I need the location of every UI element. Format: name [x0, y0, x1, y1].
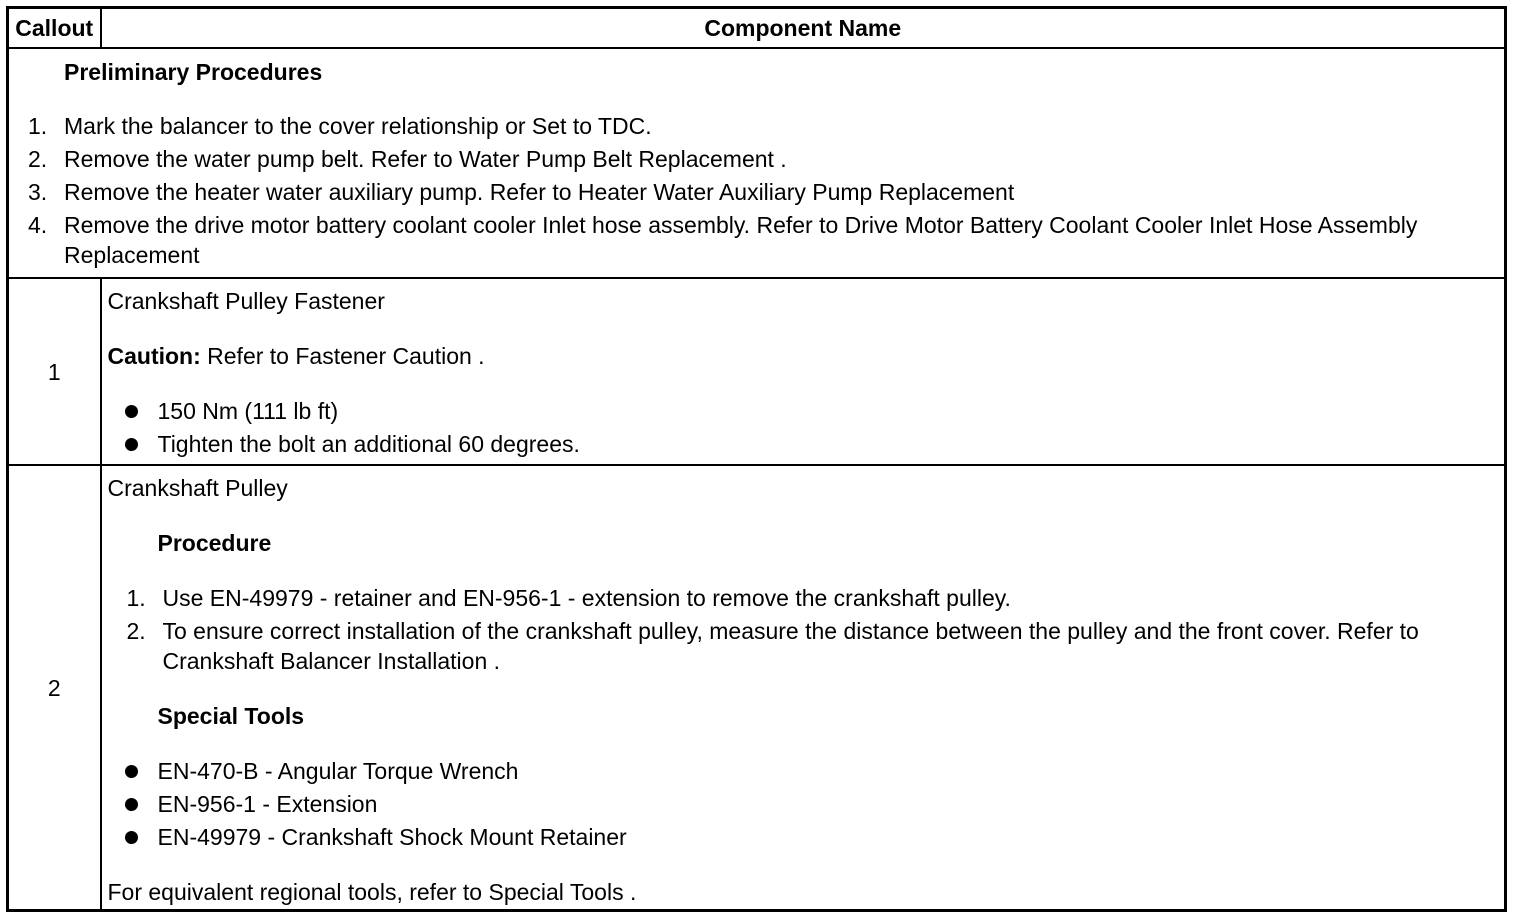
- preliminary-title: Preliminary Procedures: [64, 59, 323, 85]
- procedure-steps: [108, 583, 1499, 676]
- list-item: [108, 396, 1499, 426]
- step-text: To ensure correct installation of the crankshaft pulley, measure the distance between the pulley and the front cover. Refer to Crankshaft Balancer Installation .: [162, 618, 1419, 674]
- list-item: [108, 583, 1499, 613]
- special-tools-title: Special Tools: [157, 703, 305, 729]
- callout-cell: 1: [8, 278, 101, 465]
- component-name: Crankshaft Pulley: [107, 475, 288, 501]
- preliminary-cell: [8, 48, 1506, 278]
- caution-line: [108, 341, 1499, 371]
- step-text: Mark the balancer to the cover relationship or Set to TDC.: [64, 113, 652, 139]
- preliminary-row: [8, 48, 1506, 278]
- step-text: Remove the water pump belt. Refer to Water Pump Belt Replacement .: [64, 146, 787, 172]
- spacer: [108, 855, 1499, 877]
- step-number: 3.: [28, 179, 48, 205]
- step-number: 1.: [126, 585, 146, 611]
- procedure-title: Procedure: [157, 530, 272, 556]
- step-number: 2.: [28, 146, 48, 172]
- bullet-icon: [125, 405, 138, 418]
- callout-header: Callout: [8, 8, 101, 49]
- step-number: 4.: [28, 212, 48, 238]
- bullet-text: Tighten the bolt an additional 60 degrees.: [157, 431, 580, 457]
- step-number: 2.: [126, 618, 146, 644]
- bullet-text: EN-49979 - Crankshaft Shock Mount Retainer: [157, 824, 627, 850]
- bullet-icon: [125, 438, 138, 451]
- header-row: [8, 8, 1506, 49]
- bullet-icon: [125, 765, 138, 778]
- list-item: [9, 144, 1504, 174]
- component-name-header: Component Name: [101, 8, 1506, 49]
- step-number: 1.: [28, 113, 48, 139]
- step-text: Use EN-49979 - retainer and EN-956-1 - extension to remove the crankshaft pulley.: [162, 585, 1011, 611]
- spec-bullets: [108, 396, 1499, 459]
- caution-label: Caution:: [107, 343, 201, 369]
- tools-bullets: [108, 756, 1499, 852]
- list-item: [108, 756, 1499, 786]
- list-item: [108, 822, 1499, 852]
- component-name: Crankshaft Pulley Fastener: [107, 288, 385, 314]
- list-item: [108, 789, 1499, 819]
- step-text: Remove the drive motor battery coolant cooler Inlet hose assembly. Refer to Drive Motor Battery Coolant Cooler Inlet Hose Assembly Replacement: [64, 212, 1418, 268]
- list-item: [9, 210, 1504, 270]
- list-item: [9, 111, 1504, 141]
- regional-tools-note: For equivalent regional tools, refer to Special Tools .: [107, 879, 637, 905]
- component-cell: [101, 278, 1506, 465]
- list-item: [9, 177, 1504, 207]
- table-row: [8, 465, 1506, 911]
- table-row: [8, 278, 1506, 465]
- preliminary-steps: [9, 111, 1504, 270]
- bullet-text: EN-470-B - Angular Torque Wrench: [157, 758, 519, 784]
- spacer: [108, 679, 1499, 701]
- caution-text: Refer to Fastener Caution .: [200, 343, 485, 369]
- bullet-icon: [125, 831, 138, 844]
- component-table: [6, 6, 1507, 912]
- bullet-text: 150 Nm (111 lb ft): [157, 398, 339, 424]
- list-item: [108, 429, 1499, 459]
- list-item: [108, 616, 1499, 676]
- component-cell: [101, 465, 1506, 911]
- callout-cell: 2: [8, 465, 101, 911]
- bullet-text: EN-956-1 - Extension: [157, 791, 378, 817]
- bullet-icon: [125, 798, 138, 811]
- step-text: Remove the heater water auxiliary pump. Refer to Heater Water Auxiliary Pump Replacement: [64, 179, 1015, 205]
